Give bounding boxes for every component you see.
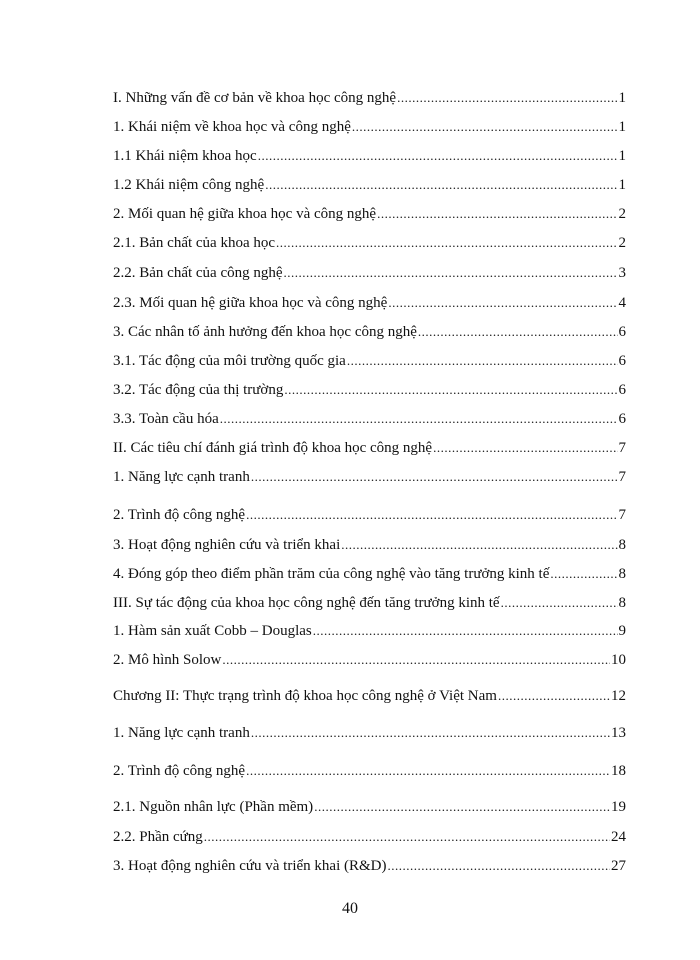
toc-entry-title: 3. Hoạt động nghiên cứu và triển khai: [113, 537, 341, 553]
toc-dot-leader: [433, 439, 617, 457]
toc-entry: [113, 468, 626, 486]
toc-entry-title: 2. Mô hình Solow: [113, 652, 222, 668]
toc-dot-leader: [314, 798, 610, 816]
toc-entry-page: 1: [618, 90, 626, 106]
toc-entry: [113, 118, 626, 136]
toc-entry-page: 13: [611, 725, 626, 741]
toc-dot-leader: [347, 352, 618, 370]
toc-dot-leader: [352, 118, 618, 136]
toc-entry-page: 7: [618, 507, 626, 523]
toc-entry-page: 1: [618, 148, 626, 164]
toc-entry: [113, 323, 626, 341]
toc-entry-page: 8: [618, 595, 626, 611]
toc-entry-page: 10: [611, 652, 626, 668]
toc-entry: [113, 594, 626, 612]
toc-entry-page: 27: [611, 858, 626, 874]
toc-entry: [113, 651, 626, 669]
toc-entry-page: 8: [618, 566, 626, 582]
toc-entry-page: 6: [618, 411, 626, 427]
toc-entry-title: 2.3. Mối quan hệ giữa khoa học và công nghệ: [113, 295, 388, 311]
toc-entry-title: 1. Năng lực cạnh tranh: [113, 725, 250, 741]
toc-entry: [113, 439, 626, 457]
toc-dot-leader: [388, 857, 611, 875]
toc-entry-page: 19: [611, 799, 626, 815]
toc-entry: [113, 381, 626, 399]
toc-entry-page: 1: [618, 119, 626, 135]
toc-entry-title: Chương II: Thực trạng trình độ khoa học công nghệ ở Việt Nam: [113, 688, 497, 704]
toc-dot-leader: [246, 762, 610, 780]
toc-entry-title: III. Sự tác động của khoa học công nghệ đến tăng trưởng kinh tế: [113, 595, 500, 611]
toc-entry: [113, 724, 626, 742]
toc-entry: [113, 410, 626, 428]
page-number: 40: [342, 900, 358, 917]
toc-entry-title: I. Những vấn đề cơ bản về khoa học công nghệ: [113, 90, 397, 106]
toc-entry: [113, 622, 626, 640]
toc-entry-page: 6: [618, 382, 626, 398]
toc-entry-title: 2.2. Bản chất của công nghệ: [113, 265, 283, 281]
toc-entry: [113, 828, 626, 846]
toc-entry-title: 3.1. Tác động của môi trường quốc gia: [113, 353, 346, 369]
toc-entry-title: 1.2 Khái niệm công nghệ: [113, 177, 265, 193]
toc-entry-title: 2. Trình độ công nghệ: [113, 507, 246, 523]
toc-dot-leader: [313, 622, 618, 640]
toc-entry: [113, 762, 626, 780]
toc-entry-title: 1. Hàm sản xuất Cobb – Douglas: [113, 623, 312, 639]
toc-entry: [113, 798, 626, 816]
toc-entry: [113, 506, 626, 524]
toc-entry: [113, 565, 626, 583]
toc-entry-title: 2.1. Bản chất của khoa học: [113, 235, 276, 251]
toc-entry-page: 3: [618, 265, 626, 281]
toc-entry: [113, 294, 626, 312]
toc-entry-page: 7: [618, 469, 626, 485]
toc-entry-title: 1. Khái niệm về khoa học và công nghệ: [113, 119, 351, 135]
toc-entry: [113, 687, 626, 705]
toc-dot-leader: [501, 594, 618, 612]
toc-entry-page: 24: [611, 829, 626, 845]
toc-dot-leader: [222, 651, 610, 669]
toc-dot-leader: [258, 147, 618, 165]
toc-entry: [113, 176, 626, 194]
toc-entry-title: 3. Hoạt động nghiên cứu và triển khai (R&D): [113, 858, 387, 874]
toc-entry-title: 3.2. Tác động của thị trường: [113, 382, 284, 398]
toc-entry: [113, 205, 626, 223]
toc-entry: [113, 147, 626, 165]
toc-entry-title: 2.1. Nguồn nhân lực (Phần mềm): [113, 799, 314, 815]
toc-entry: [113, 264, 626, 282]
toc-entry-page: 9: [618, 623, 626, 639]
toc-dot-leader: [341, 536, 617, 554]
toc-entry-title: 4. Đóng góp theo điểm phần trăm của công nghệ vào tăng trưởng kinh tế: [113, 566, 550, 582]
toc-dot-leader: [276, 234, 617, 252]
toc-entry: [113, 352, 626, 370]
toc-entry-page: 7: [618, 440, 626, 456]
toc-dot-leader: [397, 89, 617, 107]
toc-dot-leader: [550, 565, 617, 583]
toc-entry: [113, 234, 626, 252]
toc-entry-title: 3. Các nhân tố ảnh hưởng đến khoa học công nghệ: [113, 324, 417, 340]
toc-entry-page: 18: [611, 763, 626, 779]
toc-dot-leader: [388, 294, 617, 312]
toc-entry-title: 1.1 Khái niệm khoa học: [113, 148, 257, 164]
toc-dot-leader: [265, 176, 617, 194]
toc-entry: [113, 89, 626, 107]
toc-dot-leader: [246, 506, 617, 524]
toc-entry-page: 6: [618, 324, 626, 340]
toc-entry: [113, 536, 626, 554]
toc-dot-leader: [498, 687, 610, 705]
toc-entry-title: 2. Trình độ công nghệ: [113, 763, 246, 779]
toc-entry-page: 12: [611, 688, 626, 704]
toc-dot-leader: [284, 381, 617, 399]
toc-dot-leader: [220, 410, 618, 428]
toc-dot-leader: [251, 724, 610, 742]
toc-entry-page: 2: [618, 206, 626, 222]
toc-entry-title: II. Các tiêu chí đánh giá trình độ khoa học công nghệ: [113, 440, 433, 456]
toc-entry-page: 2: [618, 235, 626, 251]
toc-entry-page: 6: [618, 353, 626, 369]
toc-dot-leader: [418, 323, 618, 341]
toc-dot-leader: [377, 205, 617, 223]
toc-entry: [113, 857, 626, 875]
toc-dot-leader: [284, 264, 618, 282]
toc-entry-page: 8: [618, 537, 626, 553]
toc-entry-title: 3.3. Toàn cầu hóa: [113, 411, 219, 427]
toc-entry-title: 2.2. Phần cứng: [113, 829, 203, 845]
toc-entry-title: 1. Năng lực cạnh tranh: [113, 469, 250, 485]
toc-entry-page: 4: [618, 295, 626, 311]
toc-dot-leader: [251, 468, 618, 486]
toc-entry-title: 2. Mối quan hệ giữa khoa học và công nghệ: [113, 206, 377, 222]
toc-dot-leader: [204, 828, 610, 846]
toc-entry-page: 1: [618, 177, 626, 193]
